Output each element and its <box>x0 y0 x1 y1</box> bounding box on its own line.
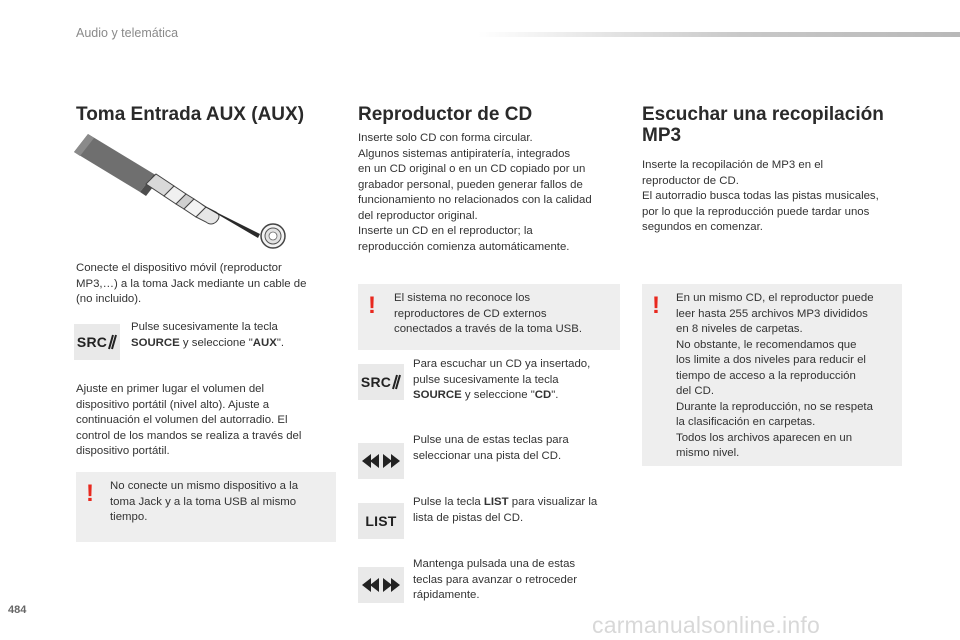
warning-line: conectados a través de la toma USB. <box>394 323 583 335</box>
instruction-line <box>413 388 590 404</box>
instruction-line: Pulse sucesivamente la tecla <box>131 321 278 333</box>
watermark-text: carmanualsonline.info <box>592 612 820 638</box>
cd-heading: Reproductor de CD <box>358 104 533 125</box>
warning-text <box>110 479 298 526</box>
section-title: Audio y telemática <box>76 26 179 40</box>
paragraph-line: reproducción comienza automáticamente. <box>358 240 570 253</box>
src-key-slash-icon <box>107 334 117 350</box>
instruction-line <box>413 495 597 511</box>
warning-line: los limite a dos niveles para reducir el <box>676 354 866 366</box>
instruction-line: Para escuchar un CD ya insertado, <box>413 358 591 370</box>
warning-icon: ! <box>368 292 376 319</box>
jack-plug-illustration <box>74 130 294 250</box>
instruction-text: y seleccione " <box>461 389 535 401</box>
paragraph-line: Inserte la recopilación de MP3 en el <box>642 159 824 171</box>
paragraph-line: dispositivo portátil. <box>76 445 170 457</box>
keyword: CD <box>534 389 552 401</box>
warning-line: El sistema no reconoce los <box>394 292 531 304</box>
aux-intro-line: Conecte el dispositivo móvil (reproductor <box>76 262 282 274</box>
src-key-slash-icon <box>391 374 401 390</box>
instruction-text: Pulse la tecla <box>413 496 484 508</box>
warning-line: No conecte un mismo dispositivo a la <box>110 480 299 492</box>
paragraph-line: Inserte un CD en el reproductor; la <box>358 225 533 237</box>
prev-next-arrows-icon <box>361 453 401 469</box>
paragraph-line: grabador personal, pueden generar fallos de <box>358 178 583 191</box>
warning-line: tiempo de acceso a la reproducción <box>676 369 856 382</box>
warning-line: Todos los archivos aparecen en un <box>676 431 853 444</box>
paragraph-line: continuación el volumen del autorradio. El <box>76 414 288 426</box>
paragraph-line: control de los mandos se realiza a través del <box>76 429 302 442</box>
instruction-line <box>131 336 284 352</box>
aux-warning-note <box>76 472 336 542</box>
cd-warning-note <box>358 284 620 350</box>
aux-intro-line: (no incluido). <box>76 293 142 305</box>
warning-line: reproductores de CD externos <box>394 307 547 320</box>
src-key-icon <box>74 324 120 360</box>
aux-src-instruction <box>131 320 284 351</box>
instruction-text: ". <box>551 389 559 401</box>
instruction-text: para visualizar la <box>508 496 598 508</box>
paragraph-line: El autorradio busca todas las pistas musicales, <box>642 190 879 202</box>
warning-line: Durante la reproducción, no se respeta <box>676 400 873 413</box>
mp3-heading-line: Escuchar una recopilación <box>642 104 884 125</box>
paragraph-line: segundos en comenzar. <box>642 221 763 233</box>
instruction-line: Pulse una de estas teclas para <box>413 434 569 446</box>
warning-icon: ! <box>652 292 660 319</box>
cd-list-instruction <box>413 495 597 526</box>
instruction-line: Mantenga pulsada una de estas <box>413 558 576 570</box>
instruction-line: teclas para avanzar o retroceder <box>413 573 577 586</box>
list-key-label: LIST <box>365 513 397 529</box>
aux-heading: Toma Entrada AUX (AUX) <box>76 104 305 125</box>
aux-volume-paragraph <box>76 382 301 460</box>
warning-icon: ! <box>86 480 94 507</box>
warning-line: En un mismo CD, el reproductor puede <box>676 292 874 304</box>
warning-line: toma Jack y a la toma USB al mismo <box>110 495 297 508</box>
mp3-warning-note <box>642 284 902 466</box>
instruction-line: lista de pistas del CD. <box>413 511 524 524</box>
instruction-text: ". <box>276 336 285 349</box>
paragraph-line: Inserte solo CD con forma circular. <box>358 132 533 144</box>
warning-line: en 8 niveles de carpetas. <box>676 323 803 335</box>
aux-intro-line: MP3,…) a la toma Jack mediante un cable de <box>76 277 307 290</box>
warning-line: tiempo. <box>110 511 148 523</box>
cd-paragraph <box>358 131 592 255</box>
page-number: 484 <box>8 604 27 616</box>
mp3-heading-line: MP3 <box>642 125 682 146</box>
paragraph-line: reproductor de CD. <box>642 174 739 187</box>
paragraph-line: dispositivo portátil (nivel alto). Ajuste a <box>76 398 270 411</box>
cd-track-instruction <box>413 433 569 464</box>
track-select-keys-icon <box>358 443 404 479</box>
keyword: AUX <box>252 336 277 349</box>
paragraph-line: por lo que la reproducción puede tardar unos <box>642 205 870 218</box>
keyword: SOURCE <box>131 336 180 349</box>
seek-keys-icon <box>358 567 404 603</box>
warning-line: leer hasta 255 archivos MP3 divididos <box>676 307 868 320</box>
src-key-label: SRC <box>76 334 108 350</box>
header-divider <box>478 32 960 37</box>
cd-src-instruction <box>413 357 590 404</box>
warning-line: mismo nivel. <box>676 447 740 459</box>
warning-text <box>394 291 582 338</box>
cd-seek-instruction <box>413 557 577 604</box>
instruction-line: seleccionar una pista del CD. <box>413 449 562 462</box>
warning-line: del CD. <box>676 385 714 397</box>
instruction-text: y seleccione " <box>179 336 253 349</box>
paragraph-line: Ajuste en primer lugar el volumen del <box>76 383 265 395</box>
paragraph-line: funcionamiento no relacionados con la calidad <box>358 194 592 206</box>
warning-line: la clasificación en carpetas. <box>676 416 816 428</box>
fast-seek-arrows-icon <box>361 577 401 593</box>
mp3-paragraph <box>642 158 879 236</box>
instruction-line: rápidamente. <box>413 589 480 601</box>
mp3-heading <box>642 104 884 146</box>
instruction-line: pulse sucesivamente la tecla <box>413 373 559 386</box>
keyword: LIST <box>483 496 509 508</box>
paragraph-line: del reproductor original. <box>358 209 478 222</box>
paragraph-line: Algunos sistemas antipiratería, integrados <box>358 147 571 160</box>
src-key-icon <box>358 364 404 400</box>
src-key-label: SRC <box>360 374 392 390</box>
warning-text <box>676 291 874 462</box>
list-key-icon <box>358 503 404 539</box>
aux-intro <box>76 261 306 308</box>
keyword: SOURCE <box>413 389 462 401</box>
warning-line: No obstante, le recomendamos que <box>676 338 857 351</box>
paragraph-line: en un CD original o en un CD copiado por un <box>358 163 586 175</box>
